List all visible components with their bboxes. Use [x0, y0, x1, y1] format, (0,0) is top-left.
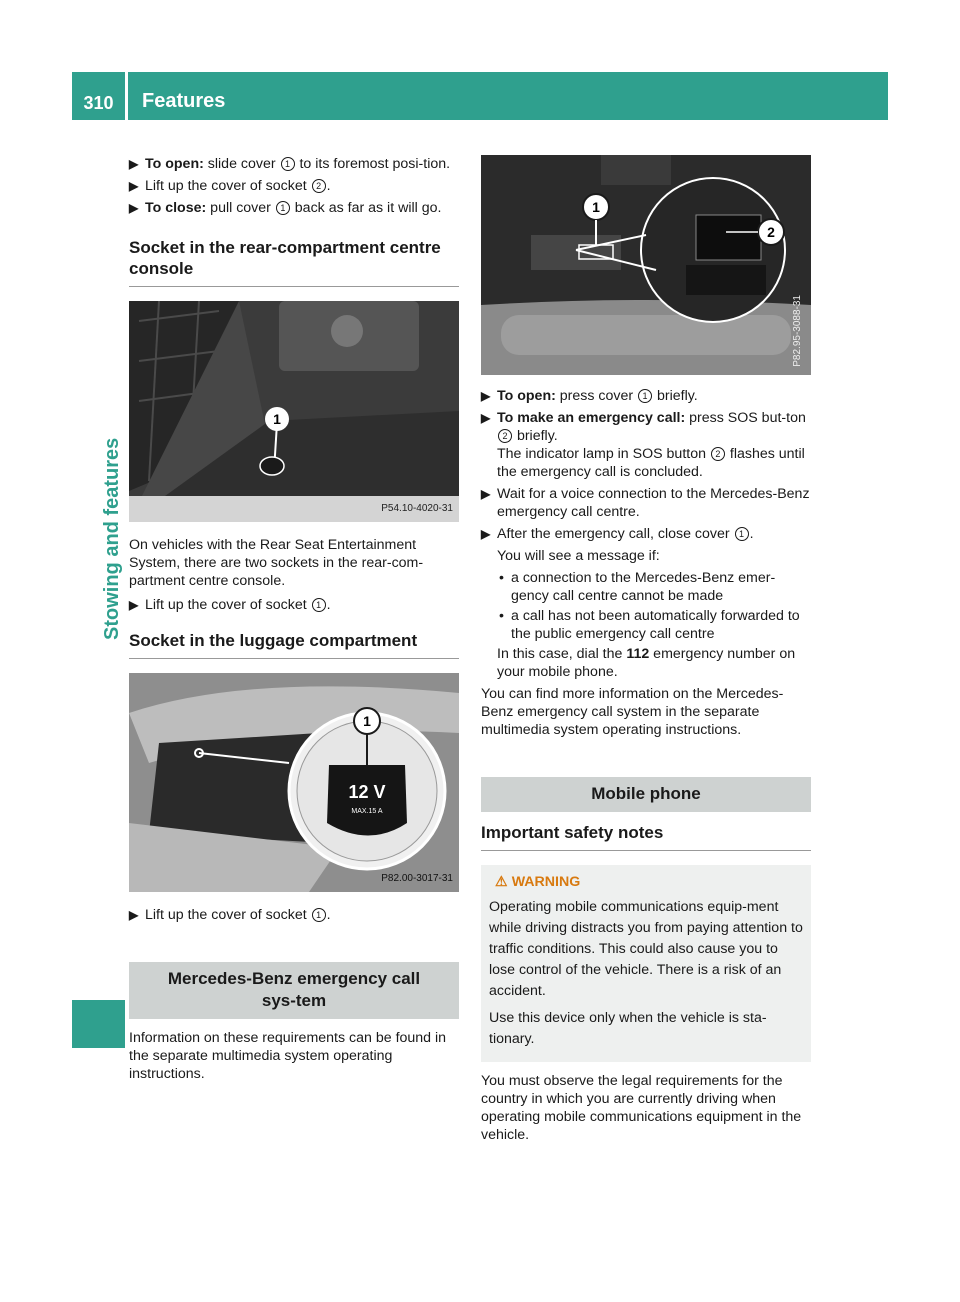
warning-title: ⚠ WARNING: [495, 874, 581, 890]
arrow-icon: ▶: [129, 598, 139, 612]
arrow-icon: ▶: [481, 411, 491, 425]
section-band-mobile: Mobile phone: [481, 777, 811, 812]
more-info-text: You can find more information on the Mercedes-Benz emergency call system in the separate multimedia system operating instructions.: [481, 686, 784, 738]
step-open-cover: ▶ To open: slide cover 1 to its foremost posi-tion.: [129, 156, 451, 172]
callout-1-icon: 1: [312, 908, 326, 922]
callout-1-icon: 1: [735, 527, 749, 541]
figure-code: P82.95-3088-31: [792, 295, 803, 367]
svg-text:1: 1: [273, 411, 281, 427]
arrow-icon: ▶: [481, 389, 491, 403]
figure-code: P82.00-3017-31: [381, 873, 453, 884]
heading-luggage-socket: Socket in the luggage compartment: [129, 630, 459, 659]
side-marker: [72, 1000, 125, 1048]
arrow-icon: ▶: [129, 179, 139, 193]
left-column: [129, 155, 459, 1087]
arrow-icon: ▶: [481, 527, 491, 541]
legal-text: You must observe the legal requirements for the country in which you are currently driving when operating mobile communications equipment in the vehicle.: [481, 1073, 802, 1143]
step-make-call: ▶ To make an emergency call: press SOS but-ton 2 briefly. The indicator lamp in SOS button 2 flashes until the emergency call is concluded.: [481, 410, 806, 480]
sos-overhead-illustration: [481, 155, 811, 375]
figure-rear-console: [129, 301, 459, 522]
step-sos-open: ▶ To open: press cover 1 briefly.: [481, 388, 698, 404]
svg-text:1: 1: [592, 199, 600, 215]
side-tab: [72, 120, 125, 650]
figure-sos-button: [481, 155, 811, 375]
rear-description: On vehicles with the Rear Seat Entertainment System, there are two sockets in the rear-com-partment centre console.: [129, 537, 424, 589]
step-lift-cover: ▶ Lift up the cover of socket 2 .: [129, 178, 331, 194]
callout-1-icon: 1: [312, 598, 326, 612]
list-item: • a connection to the Mercedes-Benz emer-gency call centre cannot be made: [499, 570, 776, 604]
arrow-icon: ▶: [129, 201, 139, 215]
emergency-description: Information on these requirements can be found in the separate multimedia system operating instructions.: [129, 1030, 447, 1082]
page-header: [72, 72, 888, 120]
warning-text: Operating mobile communications equip-ment while driving distracts you from paying attention to traffic conditions. This could also cause you to lose control of the vehicle. There is a risk of an accident.: [489, 899, 803, 999]
page-title: Features: [142, 90, 226, 112]
figure-luggage-compartment: [129, 673, 459, 892]
arrow-icon: ▶: [129, 157, 139, 171]
message-intro: You will see a message if:: [497, 548, 660, 564]
callout-2-icon: 2: [498, 429, 512, 443]
callout-2-icon: 2: [711, 447, 725, 461]
heading-safety-notes: Important safety notes: [481, 822, 811, 851]
header-divider: [125, 72, 128, 120]
socket-max-label: MAX.15 A: [351, 808, 383, 815]
section-band-emergency: Mercedes-Benz emergency call sys-tem: [129, 962, 459, 1019]
page-number: 310: [83, 93, 114, 113]
warning-box: [481, 865, 811, 1062]
list-item: • a call has not been automatically forwarded to the public emergency call centre: [499, 608, 800, 642]
arrow-icon: ▶: [129, 908, 139, 922]
step-close-cover: ▶ To close: pull cover 1 back as far as it will go.: [129, 200, 442, 216]
step-rear-lift: ▶ Lift up the cover of socket 1 .: [129, 597, 331, 613]
callout-2-icon: 2: [312, 179, 326, 193]
callout-1-icon: 1: [638, 389, 652, 403]
dial-instruction: In this case, dial the 112 emergency number on your mobile phone.: [497, 646, 796, 680]
callout-1-icon: 1: [281, 157, 295, 171]
figure-code: P54.10-4020-31: [381, 503, 453, 514]
svg-text:1: 1: [363, 713, 371, 729]
luggage-illustration: [129, 673, 459, 892]
step-luggage-lift: ▶ Lift up the cover of socket 1 .: [129, 907, 331, 923]
socket-voltage-label: 12 V: [348, 782, 386, 802]
callout-1-icon: 1: [276, 201, 290, 215]
right-column: [481, 155, 811, 1148]
svg-text:2: 2: [767, 224, 775, 240]
step-wait-connection: ▶ Wait for a voice connection to the Mercedes-Benz emergency call centre.: [481, 486, 810, 520]
warning-triangle-icon: ⚠: [495, 874, 508, 890]
heading-rear-socket: Socket in the rear-compartment centre console: [129, 237, 459, 287]
step-close-after-call: ▶ After the emergency call, close cover 1 .: [481, 526, 754, 542]
arrow-icon: ▶: [481, 487, 491, 501]
rear-console-illustration: [129, 301, 459, 522]
side-tab-label: Stowing and features: [101, 437, 123, 640]
warning-advice: Use this device only when the vehicle is sta-tionary.: [489, 1010, 767, 1047]
